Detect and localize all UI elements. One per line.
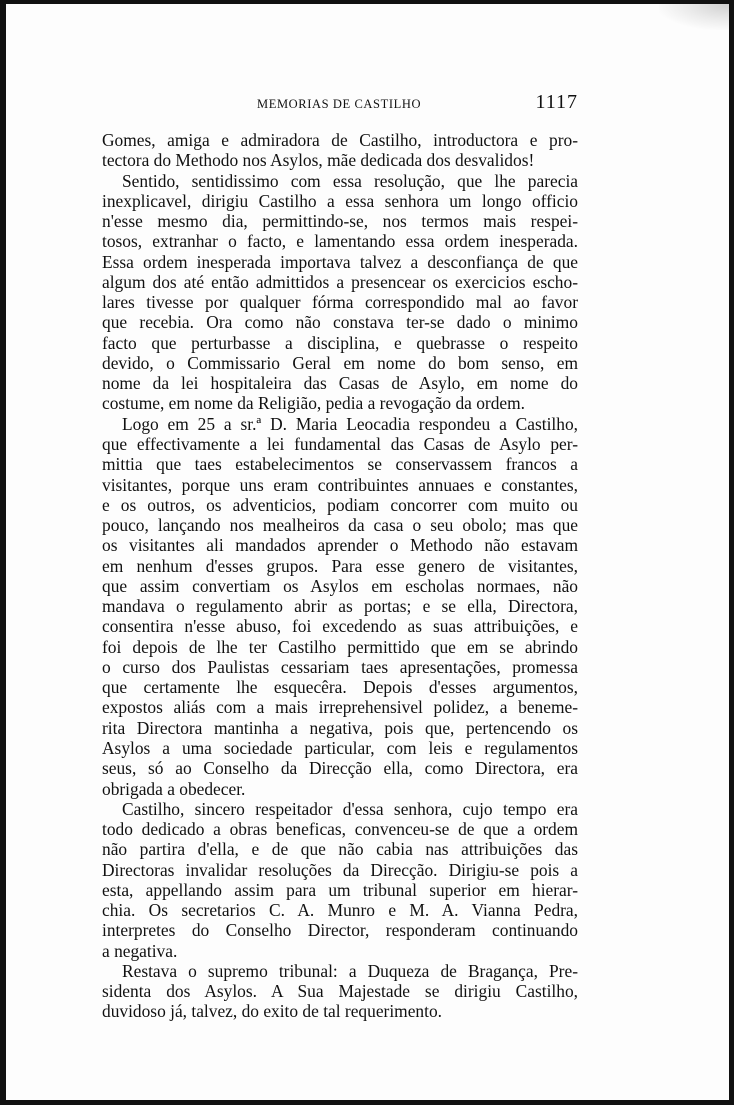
text-line: seus, só ao Conselho da Direcção ella, como Directora, era [102, 758, 578, 779]
text-line: que assim convertiam os Asylos em escholas normaes, não [102, 575, 578, 596]
text-line: consentira n'esse abuso, foi excedendo as suas attribuições, e [102, 616, 578, 637]
text-line: Restava o supremo tribunal: a Duqueza de Bragança, Pre- [122, 960, 578, 981]
text-line: em nenhum d'esses grupos. Para esse genero de visitantes, [102, 555, 578, 576]
text-line: os visitantes ali mandados aprender o Methodo não estavam [102, 535, 578, 556]
text-line: lares tivesse por qualquer fórma correspondido mal ao favor [102, 292, 578, 313]
text-line: obrigada a obedecer. [102, 778, 246, 799]
text-line: foi depois de lhe ter Castilho permittido que em se abrindo [102, 636, 578, 657]
text-line: Directoras invalidar resoluções da Direcção. Dirigiu-se pois a [102, 859, 578, 880]
text-line: Castilho, sincero respeitador d'essa senhora, cujo tempo era [122, 798, 578, 819]
text-line: facto que perturbasse a disciplina, e quebrasse o respeito [102, 332, 578, 353]
text-line: não partira d'ella, e de que não cabia nas attribuições das [102, 839, 578, 860]
text-line: a negativa. [102, 940, 178, 961]
text-line: que certamente lhe esquecêra. Depois d'esses argumentos, [102, 677, 578, 698]
page-header [102, 91, 578, 116]
text-line: Sentido, sentidissimo com essa resolução, que lhe parecia [122, 170, 578, 191]
text-line: chia. Os secretarios C. A. Munro e M. A. Vianna Pedra, [102, 900, 578, 921]
text-line: visitantes, porque uns eram contribuintes annuaes e constantes, [102, 474, 578, 495]
text-line: devido, o Commissario Geral em nome do bom senso, em [102, 352, 578, 373]
text-line: o curso dos Paulistas cessariam taes apresentações, promessa [102, 656, 578, 677]
text-line: mittia que taes estabelecimentos se conservassem francos a [102, 454, 578, 475]
text-line: costume, em nome da Religião, pedia a revogação da ordem. [102, 393, 526, 414]
page-number: 1117 [535, 91, 578, 113]
text-line: Logo em 25 a sr.ª D. Maria Leocadia respondeu a Castilho, [122, 413, 578, 434]
running-title: MEMORIAS DE CASTILHO [257, 97, 422, 111]
text-line: tosos, extranhar o facto, e lamentando essa ordem inesperada. [102, 231, 578, 252]
text-line: n'esse mesmo dia, permittindo-se, nos termos mais respei- [102, 211, 578, 232]
text-line: que recebia. Ora como não constava ter-se dado o minimo [102, 312, 578, 333]
text-line: algum dos até então admittidos a presencear os exercicios escho- [102, 271, 578, 292]
text-line: tectora do Methodo nos Asylos, mãe dedicada dos desvalidos! [102, 150, 535, 171]
text-line: nome da lei hospitaleira das Casas de Asylo, em nome do [102, 373, 578, 394]
text-line: mandava o regulamento abrir as portas; e se ella, Directora, [102, 596, 578, 617]
text-line: sidenta dos Asylos. A Sua Majestade se dirigiu Castilho, [102, 981, 578, 1002]
text-line: duvidoso já, talvez, do exito de tal requerimento. [102, 1001, 442, 1022]
text-line: interpretes do Conselho Director, responderam continuando [102, 920, 578, 941]
text-line: que effectivamente a lei fundamental das Casas de Asylo per- [102, 433, 578, 454]
text-line: Asylos a uma sociedade particular, com leis e regulamentos [102, 737, 578, 758]
body-text [102, 130, 578, 1022]
text-line: Essa ordem inesperada importava talvez a desconfiança de que [102, 251, 578, 272]
text-line: inexplicavel, dirigiu Castilho a essa senhora um longo officio [102, 190, 578, 211]
text-line: rita Directora mantinha a negativa, pois que, pertencendo os [102, 717, 578, 738]
text-line: Gomes, amiga e admiradora de Castilho, introductora e pro- [102, 130, 578, 150]
text-line: esta, appellando assim para um tribunal superior em hierar- [102, 879, 578, 900]
scan-smudge [659, 4, 729, 30]
text-line: expostos aliás com a mais irreprehensivel polidez, a beneme- [102, 697, 578, 718]
text-line: pouco, lançando nos mealheiros da casa o seu obolo; mas que [102, 515, 578, 536]
text-line: todo dedicado a obras beneficas, convenceu-se de que a ordem [102, 819, 578, 840]
text-line: e os outros, os adventicios, podiam concorrer com muito ou [102, 494, 578, 515]
